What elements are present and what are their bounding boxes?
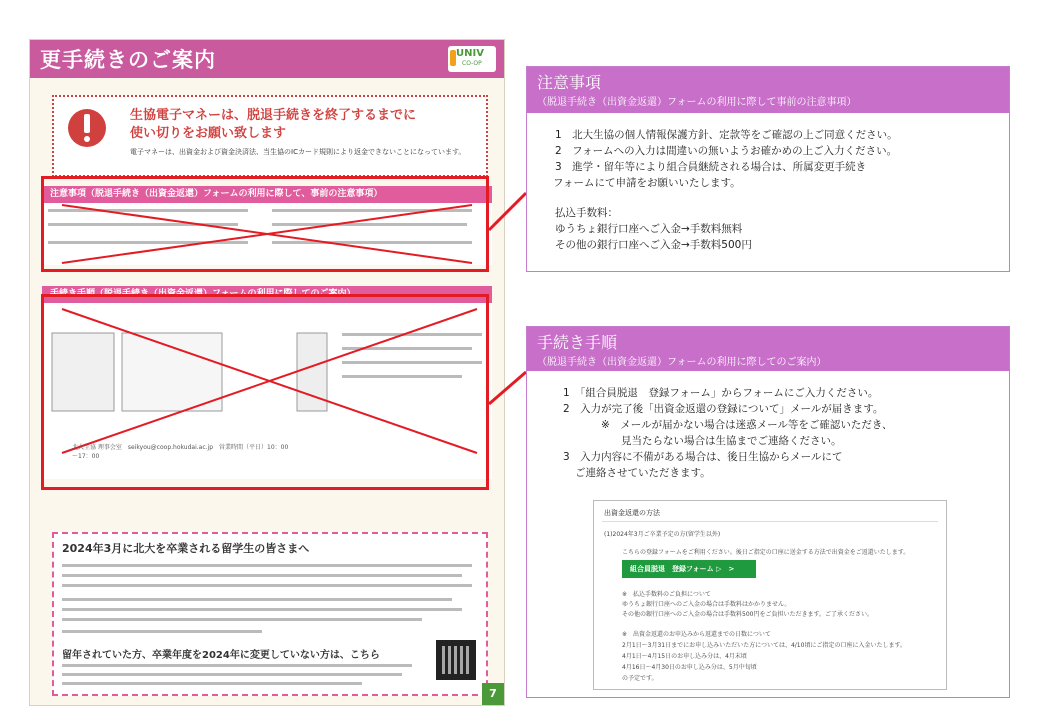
page-number: 7 (482, 683, 504, 705)
alert-headline-line-1: 生協電子マネーは、脱退手続きを終了するまでに (130, 108, 417, 123)
schedule-note: の予定です。 (622, 675, 658, 682)
flyer-steps-header: 手続き手順（脱退手続き（出資金返還）フォームの利用に際してのご案内） (42, 286, 492, 303)
screenshot-section: (1)2024年3月ご卒業予定の方(留学生以外) (604, 531, 721, 538)
step-note: 見当たらない場合は生協までご連絡ください。 (621, 435, 842, 447)
fee-note: ゆうちょ銀行口座へのご入金の場合は手数料はかかりません。 (622, 601, 791, 608)
study-text-block (54, 560, 482, 640)
fee-line: ゆうちょ銀行口座へご入金→手数料無料 (555, 223, 743, 235)
steps-panel-body (563, 385, 892, 481)
schedule-note: 4月1日～4月15日のお申し込み分は、4月末頃 (622, 653, 747, 660)
step-note: ※ メールが届かない場合は迷惑メール等をご確認いただき、 (601, 419, 893, 431)
notice-panel-subtitle: （脱退手続き（出資金返還）フォームの利用に際して事前の注意事項） (537, 97, 857, 108)
alert-headline (130, 107, 470, 143)
alert-note: 電子マネーは、出資金および資金決済法、当生協のICカード規則により返金できないことになっています。 (130, 148, 466, 156)
study-heading-2: 留年されていた方、卒業年度を2024年に変更していない方は、こちら (62, 650, 380, 661)
notice-line: 2 フォームへの入力は間違いの無いようお確かめの上ご入力ください。 (555, 145, 898, 157)
screenshot-intro: こちらの登録フォームをご利用ください。後日ご指定の口座に送金する方法で出資金をご返還いたします。 (622, 549, 910, 556)
flyer-title: 更手続きのご案内 (40, 48, 216, 72)
study-abroad-box (52, 532, 488, 696)
steps-panel-header (527, 327, 1009, 371)
schedule-note: 2月1日～3月31日までにお申し込みいただいた方については、4/10頃にご指定の口座に入金いたします。 (622, 642, 906, 649)
fee-note: ※ 払込手数料のご負担について (622, 591, 711, 598)
logo-text: UNIV (456, 48, 484, 59)
screenshot-title: 出資金返還の方法 (604, 509, 660, 517)
flyer-header (30, 40, 504, 78)
flyer-contact: 北大生協 理事会室 seikyou@coop.hokudai.ac.jp 営業時間（平日）10：00～17：00 (72, 444, 289, 460)
notice-line: フォームにて申請をお願いいたします。 (553, 177, 741, 189)
exclamation-icon (68, 109, 106, 147)
fee-line: その他の銀行口座へご入金→手数料500円 (555, 239, 752, 251)
notice-line: 3 進学・留年等により組合員継続される場合は、所属変更手続き (555, 161, 867, 173)
step-line: ご連絡させていただきます。 (575, 467, 711, 479)
schedule-note: ※ 出資金返還のお申込みから返還までの日数について (622, 631, 771, 638)
register-form-button[interactable]: 組合員脱退 登録フォーム ▷ > (622, 560, 756, 578)
highlight-notice (41, 176, 489, 272)
study-text-block-2 (54, 662, 424, 692)
notice-panel (526, 66, 1010, 272)
step-line: 2 入力が完了後「出資金返還の登録について」メールが届きます。 (563, 403, 884, 415)
alert-headline-line-2: 使い切りをお願い致します (130, 126, 287, 141)
notice-panel-title: 注意事項 (537, 73, 602, 92)
notice-panel-header (527, 67, 1009, 113)
step-line: 1 「組合員脱退 登録フォーム」からフォームにご入力ください。 (563, 387, 879, 399)
flyer-notice-header: 注意事項（脱退手続き（出資金返還）フォームの利用に際して、事前の注意事項） (42, 186, 492, 203)
notice-panel-body (555, 127, 898, 253)
form-screenshot (593, 500, 947, 690)
fee-title: 払込手数料： (555, 207, 618, 219)
qr-code-icon (436, 640, 476, 680)
study-heading: 2024年3月に北大を卒業される留学生の皆さまへ (62, 542, 310, 555)
step-line: 3 入力内容に不備がある場合は、後日生協からメールにて (563, 451, 843, 463)
steps-panel-subtitle: （脱退手続き（出資金返還）フォームの利用に際してのご案内） (537, 357, 827, 368)
logo-sub: CO-OP (462, 60, 482, 67)
coop-logo (448, 46, 496, 72)
notice-line: 1 北大生協の個人情報保護方針、定款等をご確認の上ご同意ください。 (555, 129, 898, 141)
fee-note: その他の銀行口座へのご入金の場合は手数料500円をご負担いただきます。ご了承ください。 (622, 611, 873, 618)
steps-panel-title: 手続き手順 (537, 333, 618, 352)
schedule-note: 4月16日～4月30日のお申し込み分は、5月中旬頃 (622, 664, 757, 671)
highlight-steps (41, 294, 489, 490)
alert-box (52, 95, 488, 177)
